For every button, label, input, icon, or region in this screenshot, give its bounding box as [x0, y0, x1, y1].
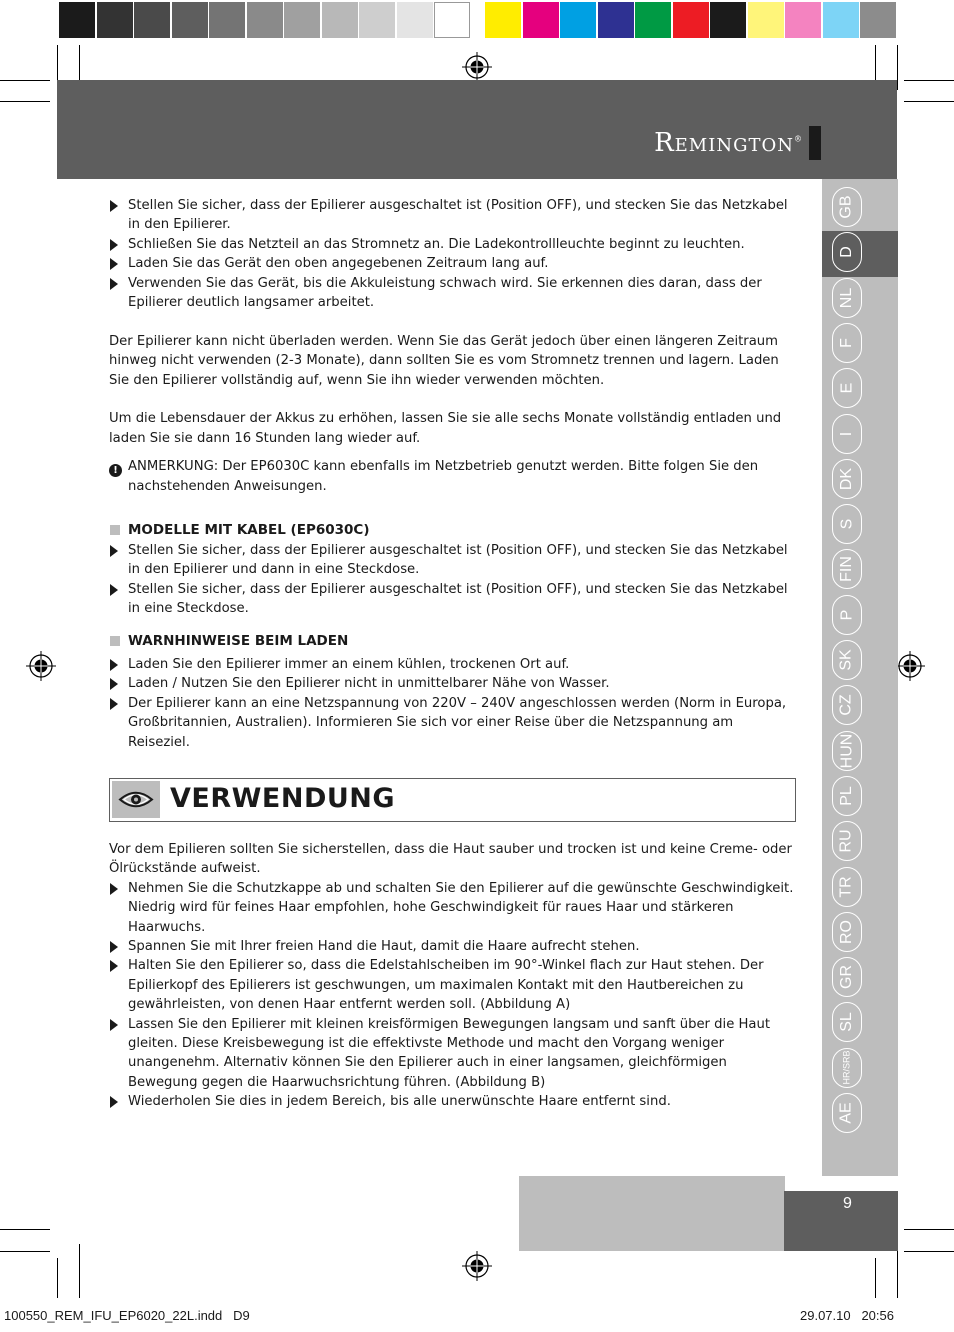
color-swatch [134, 2, 170, 38]
color-swatch [860, 2, 896, 38]
crop-mark [0, 1229, 50, 1230]
language-tab-e[interactable]: E [832, 368, 862, 408]
language-tab-ae[interactable]: AE [832, 1093, 862, 1133]
crop-mark [904, 1251, 954, 1252]
color-swatches [485, 2, 898, 38]
language-tab-sl[interactable]: SL [832, 1002, 862, 1042]
language-tab-gr[interactable]: GR [832, 957, 862, 997]
registration-mark-icon [462, 1251, 492, 1281]
crop-mark [897, 45, 898, 90]
language-tab-tr[interactable]: TR [832, 867, 862, 907]
color-swatch [523, 2, 559, 38]
eye-icon [112, 781, 160, 818]
charging-section [109, 196, 799, 752]
color-swatch [560, 2, 596, 38]
logo-bar [809, 126, 821, 160]
paragraph: Um die Lebensdauer der Akkus zu erhöhen, lassen Sie sie alle sechs Monate vollständig entladen und laden Sie sie dann 16 Stunden lang wieder auf. [109, 411, 782, 446]
list-item: Laden Sie das Gerät den oben angegebenen Zeitraum lang auf. [109, 254, 799, 273]
list-item: Spannen Sie mit Ihrer freien Hand die Haut, damit die Haare aufrecht stehen. [109, 937, 799, 956]
color-swatch [172, 2, 208, 38]
language-tab-f[interactable]: F [832, 323, 862, 363]
language-tab-cz[interactable]: CZ [832, 685, 862, 725]
list-item: Stellen Sie sicher, dass der Epilierer ausgeschaltet ist (Position OFF), und stecken Sie das Netzkabel in den Epilierer. [109, 196, 799, 235]
remington-logo: Remington® [654, 128, 803, 158]
section-header-verwendung [109, 778, 796, 822]
color-swatch [823, 2, 859, 38]
list-item: Der Epilierer kann an eine Netzspannung von 220V – 240V angeschlossen werden (Norm in Europa, Großbritannien, Australien). Informieren Sie sich vor einer Reise über die Netzspannung am Reiseziel. [109, 694, 799, 752]
registration-mark-icon [462, 52, 492, 82]
date-slug: 29.07.10 20:56 [800, 1308, 894, 1323]
color-swatch [397, 2, 433, 38]
language-tab-ru[interactable]: RU [832, 821, 862, 861]
crop-mark [57, 1258, 58, 1298]
color-swatch [673, 2, 709, 38]
list-item: Lassen Sie den Epilierer mit kleinen kreisförmigen Bewegungen langsam und sanft über die Haut gleiten. Diese Kreisbewegung ist die effektivste Methode und macht den Vorgang weniger unangenehm. Alternativ können Sie den Epilierer auch in einer langsamen, gleichförmigen Bewegung gegen die Haarwuchsrichtung führen. (Abbildung B) [109, 1015, 799, 1093]
list-item: Laden Sie den Epilierer immer an einem kühlen, trockenen Ort auf. [109, 655, 799, 674]
color-swatch [434, 2, 470, 38]
language-tab-hr-srb[interactable]: HR/SRB [832, 1048, 862, 1088]
crop-mark [875, 1258, 876, 1298]
color-swatch [284, 2, 320, 38]
list-item: Laden / Nutzen Sie den Epilierer nicht in unmittelbarer Nähe von Wasser. [109, 674, 799, 693]
crop-mark [0, 101, 50, 102]
registration-mark-icon [26, 651, 56, 681]
color-swatch [209, 2, 245, 38]
subheading-corded: MODELLE MIT KABEL (EP6030C) [109, 521, 799, 540]
crop-mark [79, 1244, 80, 1298]
color-swatch [359, 2, 395, 38]
language-tab-s[interactable]: S [832, 504, 862, 544]
color-swatch [748, 2, 784, 38]
crop-mark [0, 80, 50, 81]
page-number-tab [784, 1191, 898, 1251]
color-swatch [247, 2, 283, 38]
section-icon-box [112, 781, 160, 818]
crop-mark [0, 1251, 50, 1252]
language-tab-d[interactable]: D [832, 232, 862, 272]
language-tab-gb[interactable]: GB [832, 187, 862, 227]
list-item: Schließen Sie das Netzteil an das Stromnetz an. Die Ladekontrollleuchte beginnt zu leuchten. [109, 235, 799, 254]
color-swatch [598, 2, 634, 38]
subheading-warnings: WARNHINWEISE BEIM LADEN [109, 632, 799, 651]
crop-mark [904, 80, 954, 81]
list-item: Nehmen Sie die Schutzkappe ab und schalten Sie den Epilierer auf die gewünschte Geschwindigkeit. Niedrig wird für feines Haar empfohlen, hohe Geschwindigkeit für raues Haar und stärkeren Haarwuchs. [109, 879, 799, 937]
color-swatch [322, 2, 358, 38]
language-tab-nl[interactable]: NL [832, 278, 862, 318]
color-swatch [485, 2, 521, 38]
language-tab-hun[interactable]: HUN [832, 731, 862, 771]
language-tab-fin[interactable]: FIN [832, 549, 862, 589]
paragraph: Der Epilierer kann nicht überladen werden. Wenn Sie das Gerät jedoch über einen längeren Zeitraum hinweg nicht verwenden (2-3 Monate), dann sollten Sie es vom Stromnetz trennen und lagern. Laden Sie den Epilierer vollständig auf, wenn Sie ihn wieder verwenden möchten. [109, 333, 779, 388]
list-item: Halten Sie den Epilierer so, dass die Edelstahlscheiben im 90°-Winkel flach zur Haut stehen. Der Epilierkopf des Epilierers ist geschwungen, um maximalen Kontakt mit den Hautbereichen zu gewährleisten, von denen Haar entfernt werden soll. (Abbildung A) [109, 956, 799, 1014]
language-tab-ro[interactable]: RO [832, 912, 862, 952]
page-number-panel [519, 1176, 785, 1251]
warning-icon: ! [109, 464, 122, 477]
file-slug: 100550_REM_IFU_EP6020_22L.indd D9 [4, 1308, 250, 1323]
gray-swatches [59, 2, 472, 38]
language-tab-pl[interactable]: PL [832, 776, 862, 816]
crop-mark [904, 1229, 954, 1230]
list-item: Stellen Sie sicher, dass der Epilierer ausgeschaltet ist (Position OFF), und stecken Sie das Netzkabel in eine Steckdose. [109, 580, 799, 619]
color-swatch [59, 2, 95, 38]
color-swatch [710, 2, 746, 38]
language-tab-p[interactable]: P [832, 595, 862, 635]
page-number: 9 [843, 1195, 852, 1212]
crop-mark [897, 1244, 898, 1298]
list-item: Verwenden Sie das Gerät, bis die Akkuleistung schwach wird. Sie erkennen dies daran, dass der Epilierer deutlich langsamer arbeitet. [109, 274, 799, 313]
language-tab-dk[interactable]: DK [832, 459, 862, 499]
color-swatch [785, 2, 821, 38]
language-sidebar [822, 179, 898, 1176]
paragraph: Vor dem Epilieren sollten Sie sicherstellen, dass die Haut sauber und trocken ist und keine Creme- oder Ölrückstände aufweist. [109, 842, 792, 877]
language-tab-i[interactable]: I [832, 414, 862, 454]
language-tab-sk[interactable]: SK [832, 640, 862, 680]
page-header [57, 80, 897, 179]
color-swatch [635, 2, 671, 38]
list-item: Stellen Sie sicher, dass der Epilierer ausgeschaltet ist (Position OFF), und stecken Sie das Netzkabel in den Epilierer und dann in eine Steckdose. [109, 541, 799, 580]
crop-mark [904, 101, 954, 102]
note: ! ANMERKUNG: Der EP6030C kann ebenfalls im Netzbetrieb genutzt werden. Bitte folgen Sie den nachstehenden Anweisungen. [109, 457, 799, 496]
registration-mark-icon [895, 651, 925, 681]
section-title: VERWENDUNG [170, 783, 396, 814]
color-swatch [97, 2, 133, 38]
usage-section [109, 840, 799, 1112]
list-item: Wiederholen Sie dies in jedem Bereich, bis alle unerwünschte Haare entfernt sind. [109, 1092, 799, 1111]
